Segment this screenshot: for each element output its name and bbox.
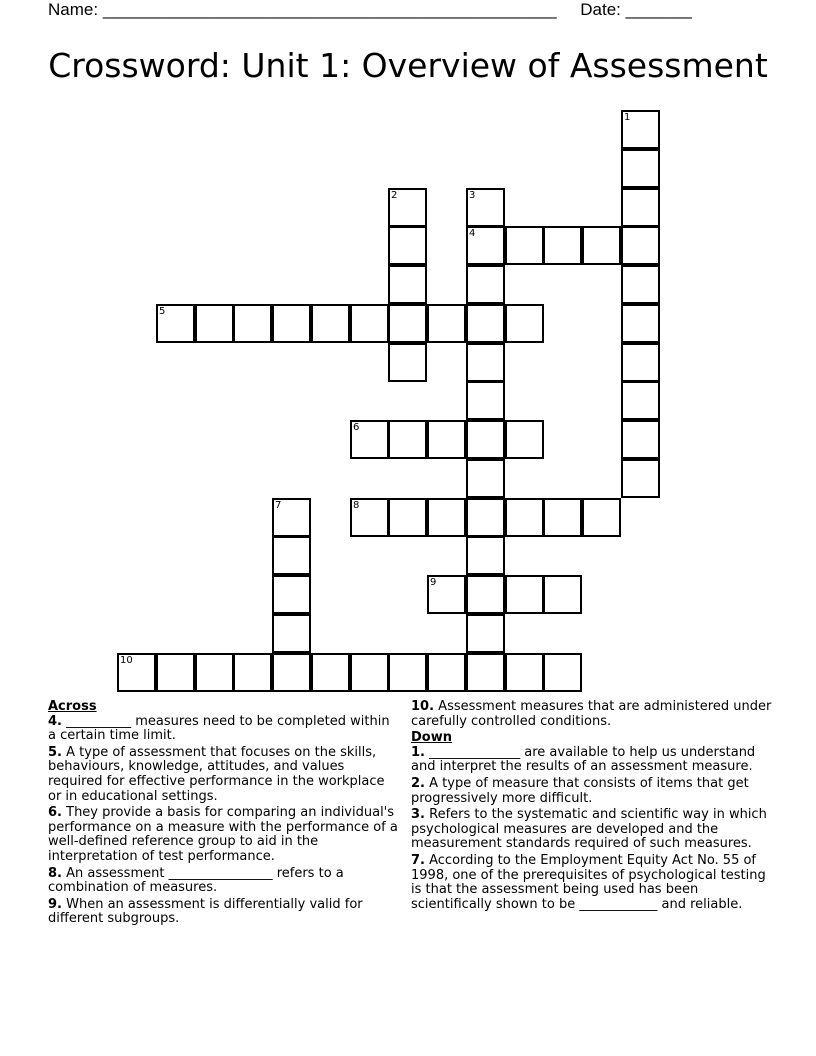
name-blank[interactable]: ________________________________________________ bbox=[102, 0, 557, 19]
grid-cell[interactable] bbox=[505, 498, 544, 537]
clues-right-column bbox=[411, 700, 773, 914]
cell-number: 3 bbox=[469, 190, 476, 201]
grid-cell[interactable] bbox=[272, 498, 311, 537]
grid-cell[interactable] bbox=[233, 653, 272, 692]
clue-number: 4. bbox=[48, 713, 62, 729]
grid-cell[interactable] bbox=[505, 420, 544, 459]
clue-text: __________ measures need to be completed within a certain time limit. bbox=[48, 713, 390, 744]
clue-number: 10. bbox=[411, 699, 435, 714]
cell-number: 10 bbox=[120, 655, 133, 666]
grid-cell[interactable] bbox=[621, 343, 660, 382]
clue-number: 2. bbox=[411, 775, 425, 791]
cell-number: 5 bbox=[159, 306, 166, 317]
clue-text: ______________ are available to help us understand and interpret the results of an assessment measure. bbox=[411, 744, 756, 775]
grid-cell[interactable] bbox=[466, 575, 505, 614]
name-label: Name: bbox=[48, 0, 99, 19]
clue-text: An assessment ________________ refers to a combination of measures. bbox=[48, 865, 344, 896]
clue-down-7 bbox=[411, 854, 773, 912]
clue-number: 3. bbox=[411, 807, 425, 823]
grid-cell[interactable] bbox=[543, 498, 582, 537]
clue-across-8 bbox=[48, 867, 400, 896]
clue-text: According to the Employment Equity Act No. 55 of 1998, one of the prerequisites of psychological testing is that the assessment being used has been scientifically shown to be ____________ and reliable. bbox=[411, 852, 766, 912]
grid-cell[interactable] bbox=[466, 420, 505, 459]
grid-cell[interactable] bbox=[388, 420, 427, 459]
grid-cell[interactable] bbox=[195, 653, 234, 692]
grid-cell[interactable] bbox=[388, 226, 427, 265]
grid-cell[interactable] bbox=[466, 304, 505, 343]
clue-text: A type of measure that consists of items that get progressively more difficult. bbox=[411, 775, 749, 806]
down-heading: Down bbox=[411, 730, 452, 746]
grid-cell[interactable] bbox=[543, 575, 582, 614]
grid-cell[interactable] bbox=[350, 498, 389, 537]
clue-number: 8. bbox=[48, 865, 62, 881]
grid-cell[interactable] bbox=[233, 304, 272, 343]
grid-cell[interactable] bbox=[621, 226, 660, 265]
clue-across-5 bbox=[48, 746, 400, 804]
grid-cell[interactable] bbox=[311, 653, 350, 692]
grid-cell[interactable] bbox=[272, 575, 311, 614]
grid-cell[interactable] bbox=[505, 304, 544, 343]
grid-cell[interactable] bbox=[272, 536, 311, 575]
clue-text: Assessment measures that are administered under carefully controlled conditions. bbox=[411, 699, 772, 729]
grid-cell[interactable] bbox=[621, 420, 660, 459]
grid-cell[interactable] bbox=[582, 226, 621, 265]
grid-cell[interactable] bbox=[272, 304, 311, 343]
grid-cell[interactable] bbox=[466, 536, 505, 575]
grid-cell[interactable] bbox=[388, 188, 427, 227]
clue-text: Refers to the systematic and scientific way in which psychological measures are developed and the measurement standards required of such measures. bbox=[411, 807, 767, 852]
clue-across-4 bbox=[48, 715, 400, 744]
cell-number: 8 bbox=[353, 500, 360, 511]
cell-number: 2 bbox=[391, 190, 398, 201]
grid-cell[interactable] bbox=[582, 498, 621, 537]
grid-cell[interactable] bbox=[466, 265, 505, 304]
clues-left-column bbox=[48, 700, 400, 929]
grid-cell[interactable] bbox=[195, 304, 234, 343]
grid-cell[interactable] bbox=[543, 653, 582, 692]
clue-text: When an assessment is differentially valid for different subgroups. bbox=[48, 896, 363, 927]
clue-text: They provide a basis for comparing an individual's performance on a measure with the performance of a well-defined reference group to aid in the interpretation of test performance. bbox=[48, 805, 398, 864]
grid-cell[interactable] bbox=[466, 226, 505, 265]
clue-down-1 bbox=[411, 746, 773, 775]
grid-cell[interactable] bbox=[117, 653, 156, 692]
date-blank[interactable]: _______ bbox=[625, 0, 692, 19]
clue-across-9 bbox=[48, 898, 400, 927]
grid-cell[interactable] bbox=[621, 304, 660, 343]
grid-cell[interactable] bbox=[427, 498, 466, 537]
grid-cell[interactable] bbox=[388, 653, 427, 692]
clue-number: 1. bbox=[411, 744, 425, 760]
grid-cell[interactable] bbox=[505, 653, 544, 692]
grid-cell[interactable] bbox=[311, 304, 350, 343]
grid-cell[interactable] bbox=[466, 498, 505, 537]
grid-cell[interactable] bbox=[388, 265, 427, 304]
clue-across-10 bbox=[411, 700, 773, 729]
grid-cell[interactable] bbox=[427, 304, 466, 343]
grid-cell[interactable] bbox=[272, 614, 311, 653]
clue-number: 6. bbox=[48, 805, 62, 821]
grid-cell[interactable] bbox=[621, 188, 660, 227]
grid-cell[interactable] bbox=[621, 265, 660, 304]
cell-number: 4 bbox=[469, 228, 476, 239]
grid-cell[interactable] bbox=[621, 110, 660, 149]
date-label: Date: bbox=[580, 0, 621, 19]
grid-cell[interactable] bbox=[466, 653, 505, 692]
grid-cell[interactable] bbox=[543, 226, 582, 265]
grid-cell[interactable] bbox=[466, 614, 505, 653]
cell-number: 7 bbox=[275, 500, 282, 511]
grid-cell[interactable] bbox=[466, 381, 505, 420]
grid-cell[interactable] bbox=[505, 226, 544, 265]
grid-cell[interactable] bbox=[388, 498, 427, 537]
grid-cell[interactable] bbox=[466, 343, 505, 382]
grid-cell[interactable] bbox=[350, 420, 389, 459]
grid-cell[interactable] bbox=[350, 653, 389, 692]
page-title: Crossword: Unit 1: Overview of Assessment bbox=[48, 46, 768, 85]
grid-cell[interactable] bbox=[621, 149, 660, 188]
cell-number: 6 bbox=[353, 422, 360, 433]
grid-cell[interactable] bbox=[427, 420, 466, 459]
cell-number: 9 bbox=[430, 577, 437, 588]
grid-cell[interactable] bbox=[466, 459, 505, 498]
grid-cell[interactable] bbox=[621, 381, 660, 420]
clue-across-6 bbox=[48, 806, 400, 864]
grid-cell[interactable] bbox=[350, 304, 389, 343]
clue-number: 9. bbox=[48, 896, 62, 912]
cell-number: 1 bbox=[624, 112, 631, 123]
grid-cell[interactable] bbox=[505, 575, 544, 614]
grid-cell[interactable] bbox=[272, 653, 311, 692]
clue-down-3 bbox=[411, 808, 773, 852]
clue-down-2 bbox=[411, 777, 773, 806]
grid-cell[interactable] bbox=[388, 343, 427, 382]
grid-cell[interactable] bbox=[427, 653, 466, 692]
grid-cell[interactable] bbox=[156, 304, 195, 343]
across-heading: Across bbox=[48, 699, 97, 714]
clue-number: 7. bbox=[411, 852, 425, 868]
grid-cell[interactable] bbox=[156, 653, 195, 692]
grid-cell[interactable] bbox=[388, 304, 427, 343]
clue-text: A type of assessment that focuses on the skills, behaviours, knowledge, attitudes, and values required for effective performance in the workplace or in educational settings. bbox=[48, 744, 385, 804]
grid-cell[interactable] bbox=[466, 188, 505, 227]
grid-cell[interactable] bbox=[621, 459, 660, 498]
grid-cell[interactable] bbox=[427, 575, 466, 614]
clue-number: 5. bbox=[48, 744, 62, 760]
